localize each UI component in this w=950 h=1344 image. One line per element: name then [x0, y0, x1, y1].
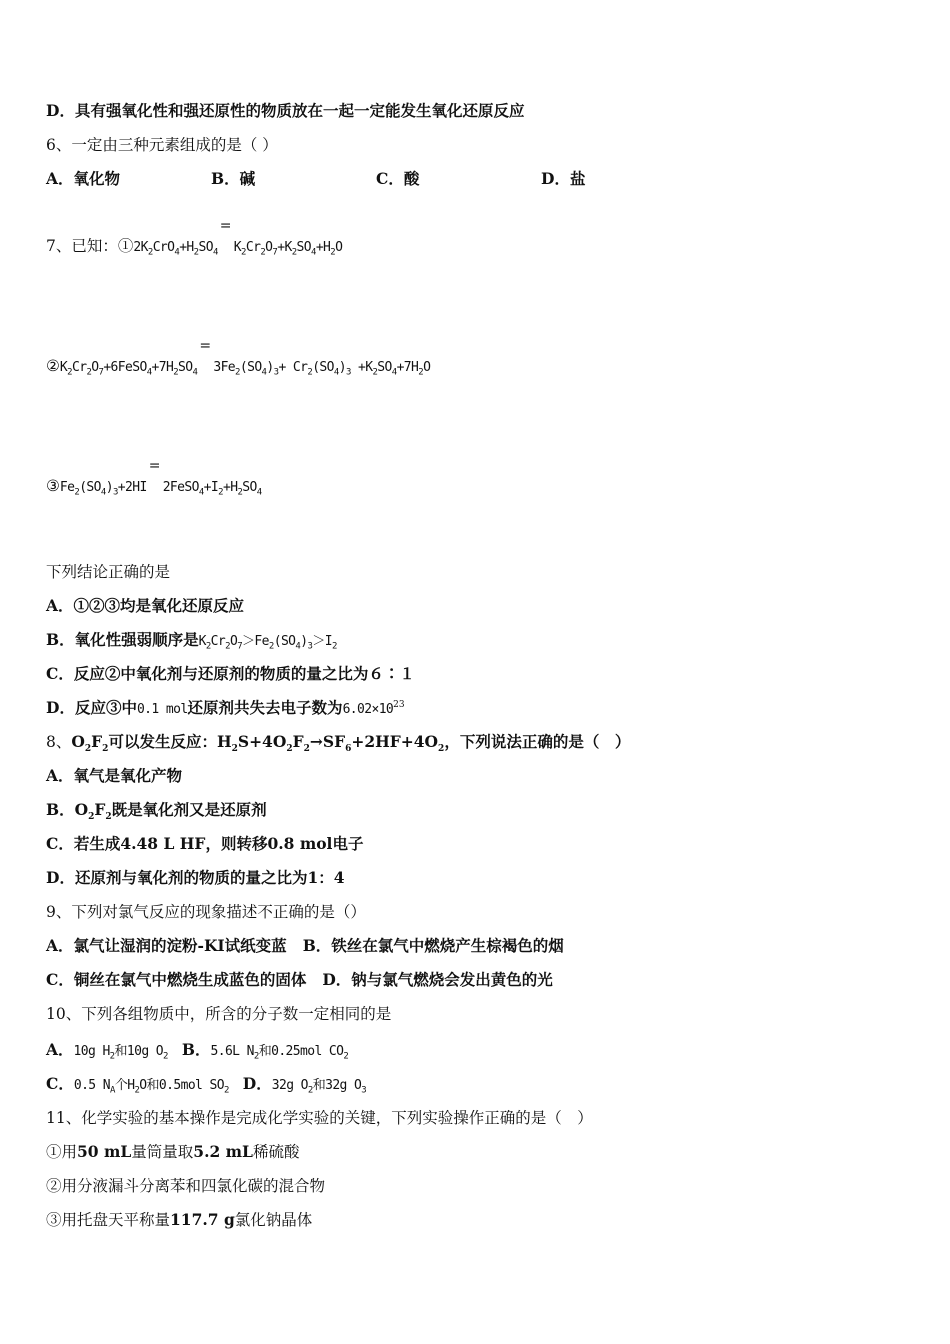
q11-item-1-post: 稀硫酸 — [252, 1143, 300, 1161]
formula-text: 32g O — [271, 1078, 308, 1093]
formula-subscript: 2 — [418, 367, 424, 378]
formula-subscript: 4 — [333, 367, 339, 378]
q7-option-d-pre: D．反应③中 — [46, 698, 137, 717]
formula-text: (SO — [273, 634, 296, 649]
formula-subscript: 2 — [372, 367, 378, 378]
formula-subscript: 3 — [273, 367, 279, 378]
formula-subscript: 2 — [268, 641, 274, 652]
formula-subscript: 2 — [84, 744, 92, 755]
q9-options-ab — [46, 935, 564, 957]
formula-text: ＞I — [312, 634, 332, 649]
formula-text: +H — [179, 240, 194, 255]
q7-equation-1 — [46, 218, 343, 259]
q7-ask — [46, 561, 170, 583]
formula-text: CrO — [152, 240, 175, 255]
q8-option-a-text: A．氧气是氧化产物 — [46, 766, 183, 785]
q11-item-1-cylinder: 50 mL — [77, 1142, 132, 1161]
q7-option-c — [46, 663, 415, 685]
q8-option-a — [46, 765, 182, 787]
q10-option-b-label: B． — [181, 1040, 211, 1059]
q7-eq1-right — [233, 240, 343, 258]
q8-option-c-pre: C．若生成 — [46, 834, 121, 853]
formula-subscript: 2 — [307, 367, 313, 378]
formula-text: 和10g O — [114, 1044, 164, 1059]
q7-eq2-mark: ② — [46, 357, 60, 375]
formula-text: Cr — [245, 240, 261, 255]
formula-subscript: 2 — [291, 247, 297, 258]
q10-option-d — [271, 1078, 367, 1096]
q8-option-b-post: 既是氧化剂又是还原剂 — [111, 800, 267, 819]
formula-subscript: 2 — [109, 1051, 115, 1062]
q8-formula — [71, 732, 109, 755]
q7-eq1-mark: ① — [117, 237, 134, 255]
formula-text: O — [265, 240, 273, 255]
q6-option-c: C．酸 — [376, 169, 420, 188]
q11-item-1-volume: 5.2 mL — [193, 1142, 253, 1161]
q8-option-d-text: D．还原剂与氧化剂的物质的量之比为 — [46, 868, 308, 887]
formula-subscript: 2 — [173, 367, 179, 378]
formula-subscript: 4 — [391, 367, 397, 378]
q9-option-c: C．铜丝在氯气中燃烧生成蓝色的固体 — [46, 970, 307, 989]
formula-subscript: 2 — [105, 812, 112, 823]
formula-text: F — [91, 732, 103, 751]
formula-text: O — [91, 360, 99, 375]
formula-subscript: 2 — [231, 744, 238, 755]
formula-subscript: 4 — [212, 247, 218, 258]
formula-text: +K — [350, 360, 373, 375]
q8-option-c-amount: 0.8 mol — [267, 834, 333, 853]
q9-stem — [46, 901, 366, 923]
formula-subscript: 2 — [163, 1051, 168, 1062]
formula-text: +I — [203, 480, 219, 495]
q7-option-b-formula — [198, 634, 337, 652]
formula-text: + Cr — [278, 360, 308, 375]
formula-text: ) — [266, 360, 274, 375]
formula-subscript: 4 — [295, 641, 301, 652]
formula-subscript: 7 — [237, 641, 243, 652]
formula-text: ＞Fe — [242, 634, 269, 649]
formula-subscript: 2 — [286, 744, 293, 755]
q7-eq2-right — [213, 360, 431, 378]
q6-stem-text: 6、一定由三种元素组成的是（ ） — [46, 136, 278, 154]
formula-subscript: 4 — [174, 247, 180, 258]
q8-option-c-post: 电子 — [332, 834, 364, 853]
formula-text: (SO — [79, 480, 101, 495]
formula-text: SO — [198, 240, 213, 255]
q11-stem-text: 11、化学实验的基本操作是完成化学实验的关键，下列实验操作正确的是（ ） — [46, 1109, 593, 1127]
q11-item-3 — [46, 1209, 312, 1231]
formula-text: Cr — [71, 360, 87, 375]
formula-subscript: 2 — [237, 487, 243, 498]
formula-subscript: 2 — [225, 641, 230, 652]
formula-subscript: 3 — [345, 367, 351, 378]
formula-subscript: 2 — [235, 367, 240, 378]
formula-subscript: 2 — [218, 487, 223, 498]
formula-text: ) — [338, 360, 346, 375]
formula-subscript: 7 — [98, 367, 104, 378]
q8-option-d — [46, 867, 345, 889]
q8-option-c-mid: ，则转移 — [205, 834, 268, 853]
q9-option-d: D．钠与氯气燃烧会发出黄色的光 — [322, 970, 553, 989]
q8-number: 8、 — [46, 733, 72, 751]
formula-text: 个H — [114, 1078, 135, 1093]
q10-option-c — [73, 1078, 229, 1096]
formula-subscript: 2 — [253, 1051, 259, 1062]
formula-text: 和32g O — [312, 1078, 362, 1093]
formula-text: +H — [222, 480, 238, 495]
q11-item-3-post: 氯化钠晶体 — [234, 1211, 313, 1229]
q7-option-d-exponent: 23 — [393, 699, 405, 710]
q11-item-2 — [46, 1175, 325, 1197]
q10-stem-text: 10、下列各组物质中，所含的分子数一定相同的是 — [46, 1005, 392, 1023]
formula-subscript: 2 — [303, 744, 310, 755]
q8-option-c-volume: 4.48 L HF — [120, 834, 206, 853]
formula-text: SO — [242, 480, 257, 495]
q8-stem-post: ，下列说法正确的是（ ） — [444, 732, 631, 751]
formula-subscript: 2 — [67, 367, 72, 378]
formula-text: 2FeSO — [162, 480, 199, 495]
formula-subscript: 4 — [192, 367, 198, 378]
formula-text: Fe — [59, 480, 75, 495]
formula-text: 和0.25mol CO — [258, 1044, 344, 1059]
q7-option-c-text: C．反应②中氧化剂与还原剂的物质的量之比为６∶１ — [46, 664, 415, 683]
formula-text: 3Fe — [213, 360, 236, 375]
q11-item-3-mass: 117.7 g — [170, 1210, 235, 1229]
formula-text: O — [335, 240, 343, 255]
formula-text: 2K — [133, 240, 148, 255]
formula-text: SO — [178, 360, 193, 375]
formula-text: 10g H — [73, 1044, 110, 1059]
q7-equation-2 — [46, 338, 431, 379]
q7-eq1-sign: = — [219, 218, 232, 234]
formula-subscript: 2 — [134, 1085, 140, 1096]
q6-stem — [46, 134, 278, 156]
q7-eq3-right — [162, 480, 262, 498]
formula-subscript: 4 — [310, 247, 316, 258]
formula-text: F — [94, 800, 106, 819]
formula-subscript: A — [109, 1085, 115, 1096]
q9-stem-text: 9、下列对氯气反应的现象描述不正确的是（） — [46, 903, 366, 921]
formula-subscript: 4 — [100, 487, 106, 498]
formula-text: +6FeSO — [103, 360, 147, 375]
q10-option-a-label: A． — [46, 1040, 74, 1059]
q7-option-a — [46, 595, 244, 617]
q9-option-a: A．氯气让湿润的淀粉-KI试纸变蓝 — [46, 936, 287, 955]
formula-text: O — [229, 634, 238, 649]
q8-option-b — [46, 799, 267, 821]
formula-text: (SO — [239, 360, 262, 375]
formula-text: +H — [315, 240, 331, 255]
q7-option-d — [46, 697, 405, 721]
formula-text: ) — [105, 480, 113, 495]
q9-option-b: B．铁丝在氯气中燃烧产生棕褐色的烟 — [302, 936, 564, 955]
formula-text: +K — [277, 240, 292, 255]
q8-option-c — [46, 833, 363, 855]
q11-item-2-text: ②用分液漏斗分离苯和四氯化碳的混合物 — [46, 1177, 326, 1195]
formula-text: (SO — [312, 360, 334, 375]
q7-option-d-post: 还原剂共失去电子数为 — [187, 698, 343, 717]
q7-eq3-sign: = — [148, 458, 161, 474]
formula-text: +2HI — [117, 480, 147, 495]
formula-subscript: 2 — [438, 744, 445, 755]
formula-subscript: 2 — [331, 641, 337, 652]
formula-text: SO — [377, 360, 392, 375]
q11-item-1-mid: 量筒量取 — [131, 1143, 194, 1161]
q10-options-cd — [46, 1073, 366, 1097]
q11-item-1-pre: ①用 — [46, 1143, 78, 1161]
q7-equation-3 — [46, 458, 262, 499]
q7-option-b-text: B．氧化性强弱顺序是 — [46, 630, 199, 649]
q7-option-b — [46, 629, 337, 653]
q7-eq3-left — [59, 480, 147, 498]
q8-option-d-ratio: 1：4 — [307, 868, 345, 887]
q10-stem — [46, 1003, 391, 1025]
formula-subscript: 2 — [330, 247, 336, 258]
formula-subscript: 2 — [147, 247, 153, 258]
formula-text: O — [71, 732, 85, 751]
formula-text: 5.6L N — [210, 1044, 254, 1059]
q8-stem-mid: 可以发生反应： — [108, 732, 217, 751]
formula-subscript: 2 — [260, 247, 266, 258]
formula-subscript: 2 — [241, 247, 246, 258]
q8-reaction — [216, 732, 445, 755]
q6-option-a: A．氧化物 — [46, 169, 121, 188]
q8-option-b-formula — [74, 800, 112, 823]
formula-text: H — [216, 732, 232, 751]
formula-text: +7H — [396, 360, 419, 375]
formula-subscript: 2 — [223, 1085, 229, 1096]
q6-options — [46, 168, 585, 190]
formula-text: K — [59, 360, 68, 375]
q7-option-d-amount: 0.1 mol — [136, 702, 188, 717]
q8-stem — [46, 731, 630, 753]
q7-eq1-left — [133, 240, 218, 258]
formula-subscript: 6 — [345, 744, 352, 755]
formula-subscript: 2 — [88, 812, 95, 823]
formula-text: →SF — [309, 732, 346, 751]
q7-stem-text: 7、已知： — [46, 237, 118, 255]
q7-eq2-sign: = — [199, 338, 212, 354]
formula-subscript: 2 — [86, 367, 92, 378]
formula-subscript: 4 — [261, 367, 267, 378]
q10-option-a — [73, 1044, 168, 1062]
q6-option-b: B．碱 — [211, 169, 256, 188]
q7-eq2-left — [59, 360, 198, 378]
q11-stem — [46, 1107, 593, 1129]
q11-item-3-pre: ③用托盘天平称量 — [46, 1211, 171, 1229]
formula-subscript: 7 — [272, 247, 278, 258]
formula-subscript: 4 — [198, 487, 204, 498]
q7-option-d-value: 6.02×10 — [342, 702, 394, 717]
q7-eq3-mark: ③ — [46, 477, 60, 495]
formula-subscript: 2 — [102, 744, 109, 755]
formula-text: +7H — [151, 360, 174, 375]
formula-text: 0.5 N — [73, 1078, 110, 1093]
formula-text: O和0.5mol SO — [139, 1078, 224, 1093]
formula-subscript: 2 — [307, 1085, 313, 1096]
q6-option-d: D．盐 — [541, 169, 586, 188]
formula-subscript: 2 — [205, 641, 211, 652]
q7-option-a-text: A．①②③均是氧化还原反应 — [46, 596, 245, 615]
formula-text: Cr — [210, 634, 226, 649]
q11-item-1 — [46, 1141, 299, 1163]
formula-subscript: 4 — [146, 367, 152, 378]
formula-subscript: 3 — [307, 641, 313, 652]
formula-subscript: 2 — [74, 487, 80, 498]
q5-option-d-text: D．具有强氧化性和强还原性的物质放在一起一定能发生氧化还原反应 — [46, 101, 525, 120]
formula-text: K — [233, 240, 242, 255]
formula-text: +2HF+4O — [351, 732, 439, 751]
q7-ask-text: 下列结论正确的是 — [46, 563, 171, 581]
q8-option-b-pre: B． — [46, 800, 75, 819]
formula-subscript: 3 — [112, 487, 118, 498]
formula-text: F — [292, 732, 304, 751]
formula-subscript: 2 — [343, 1051, 349, 1062]
formula-text: K — [198, 634, 206, 649]
q10-options-ab — [46, 1039, 348, 1063]
q9-options-cd — [46, 969, 553, 991]
formula-text: S+4O — [237, 732, 287, 751]
formula-text: O — [74, 800, 89, 819]
q10-option-d-label: D． — [242, 1074, 272, 1093]
formula-text: O — [423, 360, 431, 375]
q10-option-b — [210, 1044, 349, 1062]
formula-subscript: 4 — [256, 487, 262, 498]
formula-subscript: 2 — [193, 247, 199, 258]
formula-subscript: 3 — [361, 1085, 367, 1096]
formula-text: ) — [300, 634, 308, 649]
formula-text: SO — [296, 240, 311, 255]
q10-option-c-label: C． — [46, 1074, 74, 1093]
q5-option-d — [46, 100, 524, 122]
